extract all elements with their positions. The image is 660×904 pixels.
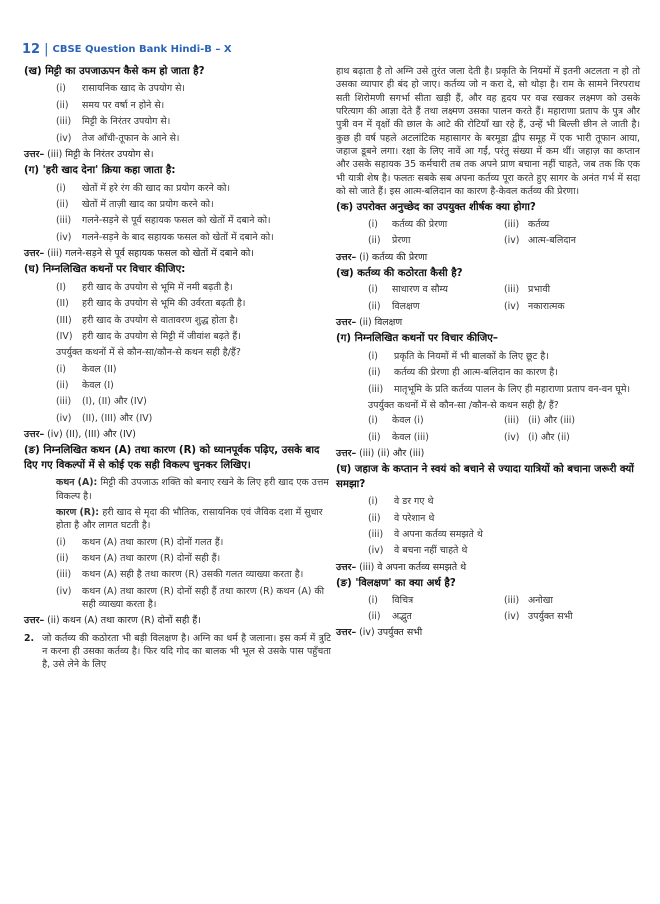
option-number: (i) <box>368 496 378 508</box>
question-heading: (घ) जहाज के कप्तान ने स्वयं को बचाने से ज्यादा यात्रियों को बचाना जरूरी क्यों समझा? <box>336 464 634 490</box>
question-heading: (क) उपरोक्त अनुच्छेद का उपयुक्त शीर्षक क्या होगा? <box>336 202 536 214</box>
answer-text: (iv) (II), (III) और (IV) <box>47 428 136 440</box>
option-text: वे बचना नहीं चाहते थे <box>394 545 468 557</box>
statements-prompt: उपर्युक्त कथनों में से कौन-सा /कौन-से कथन सही है/ हैं? <box>368 399 559 411</box>
option-number: (i) <box>368 415 378 427</box>
option-item <box>504 414 640 427</box>
book-title: CBSE Question Bank Hindi-B – X <box>52 43 232 55</box>
options-grid <box>336 283 640 313</box>
option-text: आत्म-बलिदान <box>528 235 576 247</box>
reason-label: कारण (R): <box>56 506 103 518</box>
option-item <box>24 214 331 227</box>
reason-text: कारण (R): हरी खाद से मृदा की भौतिक, रासायनिक एवं जैविक दशा में सुधार होता है और लागत घटती है। <box>56 506 323 532</box>
right-column <box>336 62 640 640</box>
answer-label: उत्तर– <box>336 251 357 263</box>
option-number: (iii) <box>504 594 520 606</box>
option-number: (iii) <box>504 218 520 230</box>
option-number: (ii) <box>368 431 381 443</box>
page-number: 12 <box>22 41 41 57</box>
answer-text: (iii) (ii) और (iii) <box>359 448 425 460</box>
option-number: (iv) <box>504 431 520 443</box>
option-item <box>504 610 640 623</box>
option-number: (iv) <box>56 585 72 597</box>
option-number: (iv) <box>504 610 520 622</box>
statement-item <box>24 297 331 310</box>
question-heading: (ङ) 'विलक्षण' का क्या अर्थ है? <box>336 578 456 590</box>
answer-text: (ii) विलक्षण <box>359 317 403 329</box>
statement-text: कर्तव्य की प्रेरणा ही आत्म-बलिदान का कारण है। <box>394 367 558 379</box>
statement-item <box>336 366 640 379</box>
statement-text: हरी खाद के उपयोग से मिट्टी में जीवांश बढ़ते हैं। <box>82 330 241 342</box>
option-number: (i) <box>56 83 66 95</box>
answer-line <box>336 561 640 574</box>
question-heading: (ङ) निम्नलिखित कथन (A) तथा कारण (R) को ध्यानपूर्वक पढ़िए, उसके बाद दिए गए विकल्पों में से कोई एक सही विकल्प चुनकर लिखिए। <box>24 445 320 471</box>
option-text: अद्भुत <box>392 610 412 622</box>
statement-number: (I) <box>56 281 67 293</box>
option-number: (iii) <box>56 116 72 128</box>
option-number: (iii) <box>56 396 72 408</box>
answer-text: (iii) वे अपना कर्तव्य समझते थे <box>359 561 467 573</box>
answer-line <box>336 251 640 264</box>
option-text: कथन (A) तथा कारण (R) दोनों गलत हैं। <box>82 536 224 548</box>
option-item <box>368 300 504 313</box>
passage-text: जो कर्तव्य की कठोरता भी बड़ी विलक्षण है। अग्नि का धर्म है जलाना। इस कर्म में त्रुटि न करना ही उसका कर्तव्य है। फिर यदि गोद का बालक भी भूल से उसके पास पहुँचता है, उसे लेने के लिए <box>42 632 331 671</box>
answer-label: उत्तर– <box>24 615 45 627</box>
option-item <box>504 218 640 231</box>
answer-label: उत्तर– <box>336 317 357 329</box>
answer-text: (iv) उपर्युक्त सभी <box>359 627 423 639</box>
statement-text: हरी खाद के उपयोग से भूमि की उर्वरता बढ़ती है। <box>82 298 246 310</box>
statement-text: हरी खाद के उपयोग से वातावरण शुद्ध होता है। <box>82 314 239 326</box>
option-item <box>24 585 331 612</box>
options-grid <box>336 594 640 624</box>
header-separator: | <box>44 41 49 57</box>
left-column <box>24 62 331 672</box>
option-item <box>24 99 331 112</box>
statement-number: (IV) <box>56 330 73 342</box>
question-heading: (घ) निम्नलिखित कथनों पर विचार कीजिए: <box>24 264 186 276</box>
option-item <box>24 132 331 145</box>
answer-text: (i) कर्तव्य की प्रेरणा <box>359 251 428 263</box>
answer-label: उत्तर– <box>336 561 357 573</box>
option-item <box>504 283 640 296</box>
statement-number: (iii) <box>368 383 384 395</box>
option-item <box>368 218 504 231</box>
option-number: (iii) <box>504 415 520 427</box>
option-text: वे डर गए थे <box>394 496 434 508</box>
option-text: नकारात्मक <box>528 300 565 312</box>
answer-text: (iii) गलने-सड़ने से पूर्व सहायक फसल को खेतों में दबाने को। <box>47 248 254 260</box>
option-number: (iv) <box>504 235 520 247</box>
option-text: कर्तव्य की प्रेरणा <box>392 218 448 230</box>
statement-number: (III) <box>56 314 72 326</box>
question-heading: (ग) 'हरी खाद देना' क्रिया कहा जाता है: <box>24 165 176 177</box>
answer-label: उत्तर– <box>24 248 45 260</box>
answer-line <box>336 316 640 329</box>
option-item <box>368 283 504 296</box>
question-number: 2. <box>24 632 35 644</box>
option-text: खेतों में हरे रंग की खाद का प्रयोग करने को। <box>82 182 231 194</box>
option-text: केवल (i) <box>392 415 424 427</box>
option-text: कथन (A) तथा कारण (R) दोनों सही हैं तथा कारण (R) कथन (A) की सही व्याख्या करता है। <box>82 585 325 611</box>
option-number: (i) <box>56 182 66 194</box>
option-text: रासायनिक खाद के उपयोग से। <box>82 83 185 95</box>
options-grid <box>336 218 640 248</box>
option-item <box>504 431 640 444</box>
option-text: केवल (II) <box>82 363 117 375</box>
answer-label: उत्तर– <box>336 448 357 460</box>
answer-line <box>336 626 640 639</box>
option-number: (i) <box>56 363 66 375</box>
option-item <box>336 512 640 525</box>
option-text: साधारण व सौम्य <box>392 284 448 296</box>
option-number: (ii) <box>56 553 69 565</box>
answer-text: (ii) कथन (A) तथा कारण (R) दोनों सही हैं। <box>47 615 201 627</box>
option-text: कर्तव्य <box>528 218 550 230</box>
passage-continuation: हाथ बढ़ाता है तो अग्नि उसे तुरंत जला देती है। प्रकृति के नियमों में इतनी अटलता न हो तो उसका व्यापार ही बंद हो जाए। कर्तव्य जो न करा दे, सो थोड़ा है। राम के सामने निरपराध सती शिरोमणी सगर्भा सीता खड़ी हैं, और वह हृदय पर वज्र रखकर लक्ष्मण को उसके परित्याग की आज्ञा देते हैं तथा लक्ष्मण उसका पालन करते हैं। महाराणा प्रताप के पुत्र और पुत्री वन में वृक्षों की छाल के आटे की रोटियाँ खा रहे हैं, उन्हें भी बिल्ली छीन ले जाती है। कुछ ही वर्ष पहले अटलांटिक महासागर के बरमूडा द्वीप समूह में एक भारी तूफान आया, जहाज डूबने लगा। रक्षा के लिए नावें आ गईं, परंतु संख्या में कम थीं। जहाज़ का कप्तान और उसके सहायक 35 कर्मचारी तब तक अपने प्राण बचाना नहीं चाहते, जब तक कि एक भी यात्री शेष है। फलतः सबके सब अपना कर्तव्य पूरा करते हुए सागर के अनंत गर्भ में सदा को सो जाते हैं। इस आत्म-बलिदान का कारण है-केवल कर्तव्य की प्रेरणा। <box>336 66 640 198</box>
assertion-text: कथन (A): मिट्टी की उपजाऊ शक्ति को बनाए रखने के लिए हरी खाद एक उत्तम विकल्प है। <box>56 477 329 502</box>
option-number: (i) <box>368 594 378 606</box>
statement-item <box>24 281 331 294</box>
answer-line <box>336 447 640 460</box>
option-number: (ii) <box>368 610 381 622</box>
option-item <box>368 414 504 427</box>
option-text: (ii) और (iii) <box>528 415 576 427</box>
option-text: केवल (I) <box>82 379 114 391</box>
statement-number: (i) <box>368 350 378 362</box>
option-text: प्रभावी <box>528 284 550 296</box>
option-item <box>24 182 331 195</box>
option-text: (i) और (ii) <box>528 431 570 443</box>
option-item <box>24 198 331 211</box>
option-text: वे परेशान थे <box>394 512 435 524</box>
assertion-label: कथन (A): <box>56 477 101 489</box>
option-item <box>24 412 331 425</box>
option-number: (iii) <box>368 529 384 541</box>
option-item <box>24 231 331 244</box>
option-number: (ii) <box>368 300 381 312</box>
option-text: (I), (II) और (IV) <box>82 396 147 408</box>
option-text: गलने-सड़ने से पूर्व सहायक फसल को खेतों में दबाने को। <box>82 215 271 227</box>
option-number: (ii) <box>368 235 381 247</box>
option-item <box>368 610 504 623</box>
option-item <box>336 544 640 557</box>
option-item <box>24 379 331 392</box>
option-text: विचित्र <box>392 594 414 606</box>
answer-label: उत्तर– <box>336 627 357 639</box>
statement-item <box>24 314 331 327</box>
option-number: (iv) <box>56 132 72 144</box>
option-number: (i) <box>368 218 378 230</box>
statements-prompt: उपर्युक्त कथनों में से कौन-सा/कौन-से कथन सही है/हैं? <box>56 347 241 359</box>
answer-line <box>24 247 331 260</box>
statement-number: (ii) <box>368 367 381 379</box>
option-text: अनोखा <box>528 594 553 606</box>
option-number: (iii) <box>56 569 72 581</box>
option-item <box>504 234 640 247</box>
option-number: (ii) <box>56 379 69 391</box>
options-grid <box>336 414 640 444</box>
question-heading: (ख) कर्तव्य की कठोरता कैसी है? <box>336 267 463 279</box>
option-item <box>24 568 331 581</box>
statement-item <box>336 350 640 363</box>
option-number: (ii) <box>368 512 381 524</box>
option-item <box>24 395 331 408</box>
option-text: तेज आँधी-तूफान के आने से। <box>82 132 180 144</box>
option-item <box>24 115 331 128</box>
option-number: (iv) <box>56 231 72 243</box>
option-item <box>368 594 504 607</box>
statement-item <box>24 330 331 343</box>
option-item <box>24 82 331 95</box>
option-item <box>504 594 640 607</box>
option-text: गलने-सड़ने के बाद सहायक फसल को खेतों में दबाने को। <box>82 231 274 243</box>
option-item <box>336 528 640 541</box>
option-text: समय पर वर्षा न होने से। <box>82 99 165 111</box>
option-text: वे अपना कर्तव्य समझते थे <box>394 529 483 541</box>
option-text: उपर्युक्त सभी <box>528 610 573 622</box>
page-header <box>22 42 232 58</box>
answer-label: उत्तर– <box>24 148 45 160</box>
answer-text: (iii) मिट्टी के निरंतर उपयोग से। <box>47 148 154 160</box>
option-number: (ii) <box>56 99 69 111</box>
passage-2 <box>24 632 331 672</box>
option-item <box>368 234 504 247</box>
option-number: (iv) <box>504 300 520 312</box>
option-text: कथन (A) सही है तथा कारण (R) उसकी गलत व्याख्या करता है। <box>82 569 304 581</box>
option-number: (i) <box>56 536 66 548</box>
option-number: (iii) <box>56 215 72 227</box>
option-item <box>336 495 640 508</box>
option-text: (II), (III) और (IV) <box>82 412 153 424</box>
option-text: केवल (iii) <box>392 431 429 443</box>
statement-item <box>336 383 640 396</box>
option-text: विलक्षण <box>392 300 420 312</box>
answer-label: उत्तर– <box>24 428 45 440</box>
option-item <box>24 552 331 565</box>
option-number: (iii) <box>504 284 520 296</box>
option-number: (iv) <box>56 412 72 424</box>
option-item <box>368 431 504 444</box>
statement-number: (II) <box>56 298 69 310</box>
option-item <box>24 363 331 376</box>
statement-text: प्रकृति के नियमों में भी बालकों के लिए छूट है। <box>394 350 549 362</box>
option-text: कथन (A) तथा कारण (R) दोनों सही हैं। <box>82 553 221 565</box>
option-item <box>24 536 331 549</box>
answer-line <box>24 614 331 627</box>
statement-text: हरी खाद के उपयोग से भूमि में नमी बढ़ती है। <box>82 281 233 293</box>
option-number: (iv) <box>368 545 384 557</box>
option-text: मिट्टी के निरंतर उपयोग से। <box>82 116 171 128</box>
option-item <box>504 300 640 313</box>
option-text: खेतों में ताज़ी खाद का प्रयोग करने को। <box>82 199 214 211</box>
question-heading: (ख) मिट्टी का उपजाऊपन कैसे कम हो जाता है? <box>24 66 205 77</box>
answer-line <box>24 428 331 441</box>
answer-line <box>24 148 331 161</box>
option-number: (ii) <box>56 199 69 211</box>
option-text: प्रेरणा <box>392 235 411 247</box>
question-heading: (ग) निम्नलिखित कथनों पर विचार कीजिए– <box>336 333 499 345</box>
option-number: (i) <box>368 284 378 296</box>
statement-text: मातृभूमि के प्रति कर्तव्य पालन के लिए ही महाराणा प्रताप वन-वन घूमे। <box>394 383 630 395</box>
